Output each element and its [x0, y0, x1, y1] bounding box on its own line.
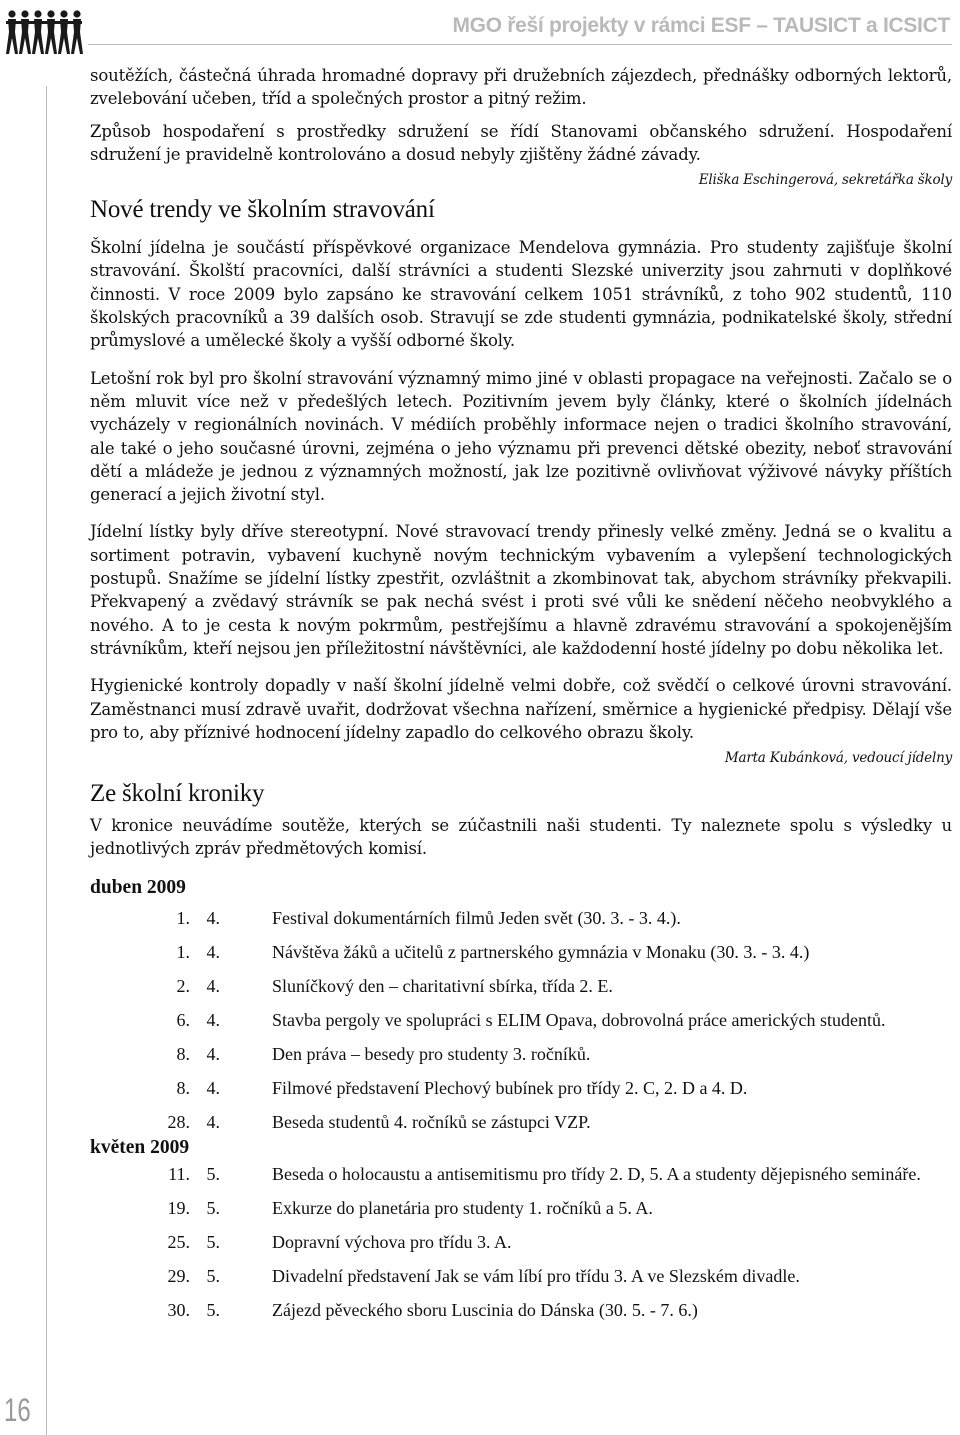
body-paragraph: Hygienické kontroly dopadly v naší školní jídelně velmi dobře, což svědčí o celkové úrovni stravování. Zaměstnanci musí zdravě uvařit, dodržovat všechna nařízení, směrnice a hygienické předpisy. Dělají vše pro to, aby příznivé hodnocení jídelny zapadlo do celkového obrazu školy. [90, 676, 952, 742]
body-paragraph: Školní jídelna je součástí příspěvkové organizace Mendelova gymnázia. Pro studenty zajišťuje školní stravování. Školští pracovníci, další strávníci a studenti Slezské univerzity jsou zahrnuti v doplňkové činnosti. V roce 2009 bylo zapsáno ke stravování celkem 1051 strávníků, z toho 902 studentů, 110 školských pracovníků a 39 dalších osob. Stravují se zde studenti gymnázia, podnikatelské školy, střední průmyslové a umělecké školy a vyšší odborné školy. [90, 238, 952, 351]
chronicle-entry [90, 1009, 952, 1031]
margin-divider [46, 86, 47, 1435]
signature: Eliška Eschingerová, sekretářka školy [698, 172, 952, 189]
entry-month: 4. [206, 1009, 220, 1030]
chronicle-entry [90, 1231, 952, 1253]
header-divider [88, 44, 952, 45]
entry-month: 4. [206, 975, 220, 996]
chronicle-entry [90, 1077, 952, 1099]
entry-day: 29. [167, 1265, 190, 1286]
entry-month: 4. [206, 907, 220, 928]
intro-paragraph: soutěžích, částečná úhrada hromadné dopravy při družebních zájezdech, přednášky odborných lektorů, zvelebování učeben, tříd a společných prostor a pitný režim. [90, 66, 952, 109]
entry-day: 28. [167, 1111, 190, 1132]
entry-text: Beseda studentů 4. ročníků se zástupci VZP. [272, 1111, 591, 1132]
chronicle-list [90, 907, 952, 1133]
section-title: Nové trendy ve školním stravování [90, 196, 435, 224]
entry-day: 2. [176, 975, 190, 996]
chronicle-entry [90, 1265, 952, 1287]
entry-text: Exkurze do planetária pro studenty 1. ročníků a 5. A. [272, 1197, 653, 1218]
entry-day: 19. [167, 1197, 190, 1218]
chronicle-entry [90, 1043, 952, 1065]
entry-day: 25. [167, 1231, 190, 1252]
chronicle-entry [90, 1299, 952, 1321]
chronicle-entry [90, 975, 952, 997]
chronicle-list [90, 1163, 952, 1321]
entry-day: 6. [176, 1009, 190, 1030]
entry-text: Sluníčkový den – charitativní sbírka, třída 2. E. [272, 975, 613, 996]
chronicle-entry [90, 941, 952, 963]
body-paragraph: Jídelní lístky byly dříve stereotypní. Nové stravovací trendy přinesly velké změny. Jedná se o kvalitu a sortiment potravin, vybavení kuchyně novým technickým vybavením a vylepšení technologických postupů. Snažíme se jídelní lístky zpestřit, ozvláštnit a zkombinovat tak, abychom strávníky překvapili. Překvapený a zvědavý strávník se pak nechá svést i proti své vůli ke snědení něčeho neobvyklého a nového. A to je cesta k novým pokrmům, pestřejšímu a hlavně zdravému stravování a spokojenějším strávníkům, kteří nejsou jen příležitostní návštěvníci, ale každodenní hosté jídelny po dobu několika let. [90, 522, 952, 658]
page-number: 16 [4, 1392, 31, 1428]
entry-month: 5. [206, 1163, 220, 1184]
school-logo-icon [4, 8, 84, 56]
entry-text: Dopravní výchova pro třídu 3. A. [272, 1231, 512, 1252]
page-content [90, 64, 952, 1321]
month-heading: duben 2009 [90, 876, 186, 898]
entry-day: 8. [176, 1043, 190, 1064]
month-heading: květen 2009 [90, 1136, 190, 1158]
entry-month: 5. [206, 1197, 220, 1218]
entry-text: Návštěva žáků a učitelů z partnerského gymnázia v Monaku (30. 3. - 3. 4.) [272, 941, 810, 962]
chronicle-entry [90, 907, 952, 929]
entry-day: 1. [176, 907, 190, 928]
entry-month: 5. [206, 1299, 220, 1320]
entry-text: Festival dokumentárních filmů Jeden svět (30. 3. - 3. 4.). [272, 907, 681, 928]
section-title: Ze školní kroniky [90, 780, 265, 808]
body-paragraph: Letošní rok byl pro školní stravování významný mimo jiné v oblasti propagace na veřejnosti. Začalo se o něm mluvit více než v předešlých letech. Pozitivním jevem byly články, které o školních jídelnách vycházely v regionálních novinách. V médiích proběhly informace nejen o tradici školního stravování, ale také o jeho současné úrovni, zejména o jeho významu při prevenci dětské obezity, neboť stravování dětí a mládeže je jednou z významných možností, jak lze pozitivně ovlivňovat výživové návyky příštích generací a jejich životní styl. [90, 368, 952, 505]
entry-month: 5. [206, 1231, 220, 1252]
entry-text: Den práva – besedy pro studenty 3. ročníků. [272, 1043, 591, 1064]
entry-day: 11. [168, 1163, 190, 1184]
entry-text: Filmové představení Plechový bubínek pro třídy 2. C, 2. D a 4. D. [272, 1077, 748, 1098]
chronicle-entry [90, 1197, 952, 1219]
entry-text: Divadelní představení Jak se vám líbí pro třídu 3. A ve Slezském divadle. [272, 1265, 800, 1286]
entry-day: 30. [167, 1299, 190, 1320]
entry-day: 8. [176, 1077, 190, 1098]
chronicle-entry [90, 1163, 952, 1185]
entry-text: Stavba pergoly ve spolupráci s ELIM Opava, dobrovolná práce amerických studentů. [272, 1009, 886, 1030]
entry-day: 1. [176, 941, 190, 962]
signature: Marta Kubánková, vedoucí jídelny [724, 750, 952, 767]
entry-text: Zájezd pěveckého sboru Luscinia do Dánska (30. 5. - 7. 6.) [272, 1299, 698, 1320]
intro-paragraph: Způsob hospodaření s prostředky sdružení se řídí Stanovami občanského sdružení. Hospodaření sdružení je pravidelně kontrolováno a dosud nebyly zjištěny žádné závady. [90, 121, 952, 164]
header-title: MGO řeší projekty v rámci ESF – TAUSICT a ICSICT [452, 14, 950, 37]
body-paragraph: V kronice neuvádíme soutěže, kterých se zúčastnili naši studenti. Ty naleznete spolu s výsledky u jednotlivých zpráv předmětových komisí. [90, 816, 952, 859]
entry-text: Beseda o holocaustu a antisemitismu pro třídy 2. D, 5. A a studenty dějepisného semináře. [272, 1163, 921, 1184]
entry-month: 4. [206, 941, 220, 962]
entry-month: 5. [206, 1265, 220, 1286]
entry-month: 4. [206, 1077, 220, 1098]
chronicle-entry [90, 1111, 952, 1133]
entry-month: 4. [206, 1043, 220, 1064]
entry-month: 4. [206, 1111, 220, 1132]
